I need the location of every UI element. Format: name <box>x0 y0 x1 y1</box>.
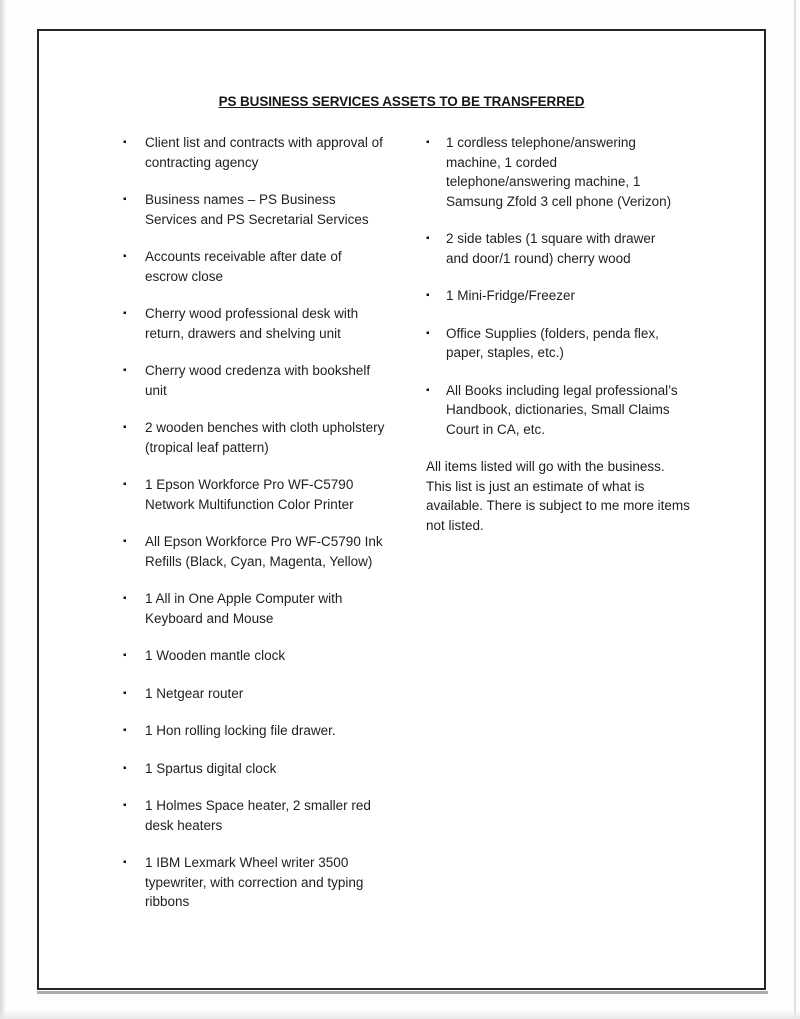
list-item <box>426 324 678 363</box>
square-bullet-icon: ▪ <box>123 762 127 774</box>
list-item-text: 1 Netgear router <box>145 685 244 701</box>
list-item <box>123 796 387 835</box>
list-item <box>123 589 387 628</box>
list-item <box>426 286 678 306</box>
list-item <box>123 247 387 286</box>
list-item-text: 1 Hon rolling locking file drawer. <box>145 723 336 738</box>
asset-list-left-column <box>123 133 387 930</box>
list-item <box>123 853 387 912</box>
square-bullet-icon: ▪ <box>123 422 127 433</box>
list-item-text: All Books including legal professional’s Handbook, dictionaries, Small Claims Court in CA, etc. <box>446 382 678 437</box>
square-bullet-icon: ▪ <box>123 308 127 319</box>
square-bullet-icon: ▪ <box>426 384 430 396</box>
square-bullet-icon: ▪ <box>123 857 127 868</box>
list-item-text: 1 Holmes Space heater, 2 smaller red desk heaters <box>145 798 371 833</box>
square-bullet-icon: ▪ <box>123 725 127 736</box>
square-bullet-icon: ▪ <box>123 194 127 205</box>
list-item <box>426 229 678 268</box>
list-item <box>123 475 387 514</box>
right-column-block <box>426 133 704 535</box>
square-bullet-icon: ▪ <box>426 327 430 339</box>
list-item-text: Cherry wood credenza with bookshelf unit <box>145 363 371 398</box>
list-item-text: 2 side tables (1 square with drawer and door/1 round) cherry wood <box>446 231 656 266</box>
list-item-text: 1 Spartus digital clock <box>145 760 277 776</box>
square-bullet-icon: ▪ <box>123 479 127 490</box>
list-item-text: 1 Mini-Fridge/Freezer <box>446 288 576 303</box>
square-bullet-icon: ▪ <box>123 650 127 661</box>
list-item-text: Accounts receivable after date of escrow close <box>145 249 342 284</box>
closing-paragraph: All items listed will go with the business. This list is just an estimate of what is available. There is subject to me more items not listed. <box>426 459 690 533</box>
square-bullet-icon: ▪ <box>426 290 430 301</box>
list-item <box>123 133 387 172</box>
square-bullet-icon: ▪ <box>123 536 127 547</box>
scan-edge-artifact-bottom <box>0 1010 800 1019</box>
list-item <box>123 759 387 779</box>
list-item <box>123 361 387 400</box>
scan-edge-artifact-right <box>794 0 796 1019</box>
list-item-text: 2 wooden benches with cloth upholstery (tropical leaf pattern) <box>145 420 385 455</box>
square-bullet-icon: ▪ <box>426 137 430 148</box>
list-item <box>123 721 387 741</box>
square-bullet-icon: ▪ <box>123 593 127 604</box>
square-bullet-icon: ▪ <box>123 365 127 376</box>
list-item <box>426 381 678 440</box>
list-item-text: All Epson Workforce Pro WF-C5790 Ink Refills (Black, Cyan, Magenta, Yellow) <box>145 534 383 569</box>
scan-edge-artifact-left <box>0 0 6 1019</box>
square-bullet-icon: ▪ <box>426 233 430 244</box>
list-item <box>123 532 387 571</box>
square-bullet-icon: ▪ <box>123 800 127 811</box>
list-item-text: 1 cordless telephone/answering machine, 1 corded telephone/answering machine, 1 Samsung Zfold 3 cell phone (Verizon) <box>446 135 672 209</box>
list-item <box>123 304 387 343</box>
list-item-text: Client list and contracts with approval of contracting agency <box>145 135 383 170</box>
list-item <box>426 133 678 211</box>
list-item-text: 1 All in One Apple Computer with Keyboard and Mouse <box>145 591 343 626</box>
list-item <box>123 684 387 704</box>
square-bullet-icon: ▪ <box>123 687 127 699</box>
list-item-text: Business names – PS Business Services and PS Secretarial Services <box>145 192 369 227</box>
list-item-text: 1 IBM Lexmark Wheel writer 3500 typewriter, with correction and typing ribbons <box>145 855 364 909</box>
list-item-text: Cherry wood professional desk with return, drawers and shelving unit <box>145 306 359 341</box>
square-bullet-icon: ▪ <box>123 251 127 262</box>
list-item <box>123 418 387 457</box>
list-item <box>123 646 387 666</box>
list-item-text: 1 Epson Workforce Pro WF-C5790 Network Multifunction Color Printer <box>145 477 354 512</box>
list-item-text: 1 Wooden mantle clock <box>145 648 286 663</box>
square-bullet-icon: ▪ <box>123 137 127 148</box>
document-title: PS BUSINESS SERVICES ASSETS TO BE TRANSFERRED <box>218 94 585 109</box>
document-page <box>37 29 766 990</box>
list-item-text: Office Supplies (folders, penda flex, paper, staples, etc.) <box>446 325 659 360</box>
asset-list-right-column <box>426 133 678 439</box>
list-item <box>123 190 387 229</box>
